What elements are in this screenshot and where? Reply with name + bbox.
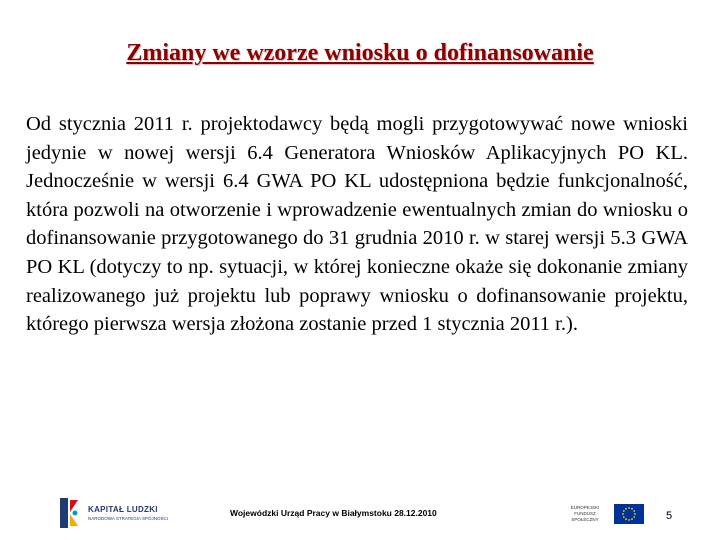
- kapital-ludzki-name: KAPITAŁ LUDZKI: [88, 505, 158, 514]
- kapital-ludzki-subtitle: NARODOWA STRATEGIA SPÓJNOŚCI: [88, 516, 169, 521]
- footer-caption: Wojewódzki Urząd Pracy w Białymstoku 28.12.2010: [230, 508, 437, 518]
- slide-footer: [0, 490, 720, 540]
- slide-body-text: Od stycznia 2011 r. projektodawcy będą mogli przygotowywać nowe wnioski jedynie w nowej wersji 6.4 Generatora Wniosków Aplikacyjnych PO KL. Jednocześnie w wersji 6.4 GWA PO KL udostępniona będzie funkcjonalność, która pozwoli na otworzenie i wprowadzenie ewentualnych zmian do wniosku o dofinansowanie przygotowanego do 31 grudnia 2010 r. w starej wersji 5.3 GWA PO KL (dotyczy to np. sytuacji, w której konieczne okaże się dokonanie zmiany realizowanego już projektu lub poprawy wniosku o dofinansowanie projektu, którego pierwsza wersja złożona zostanie przed 1 stycznia 2011 r.).: [26, 113, 688, 336]
- page-number: 5: [666, 510, 673, 522]
- slide-title: Zmiany we wzorze wniosku o dofinansowanie: [126, 40, 594, 66]
- kapital-ludzki-icon: [58, 496, 80, 530]
- eu-flag-icon: [614, 504, 644, 524]
- efs-logo: [562, 504, 644, 524]
- kapital-ludzki-logo: [58, 496, 168, 530]
- efs-label: EUROPEJSKI FUNDUSZ SPOŁECZNY: [570, 505, 600, 522]
